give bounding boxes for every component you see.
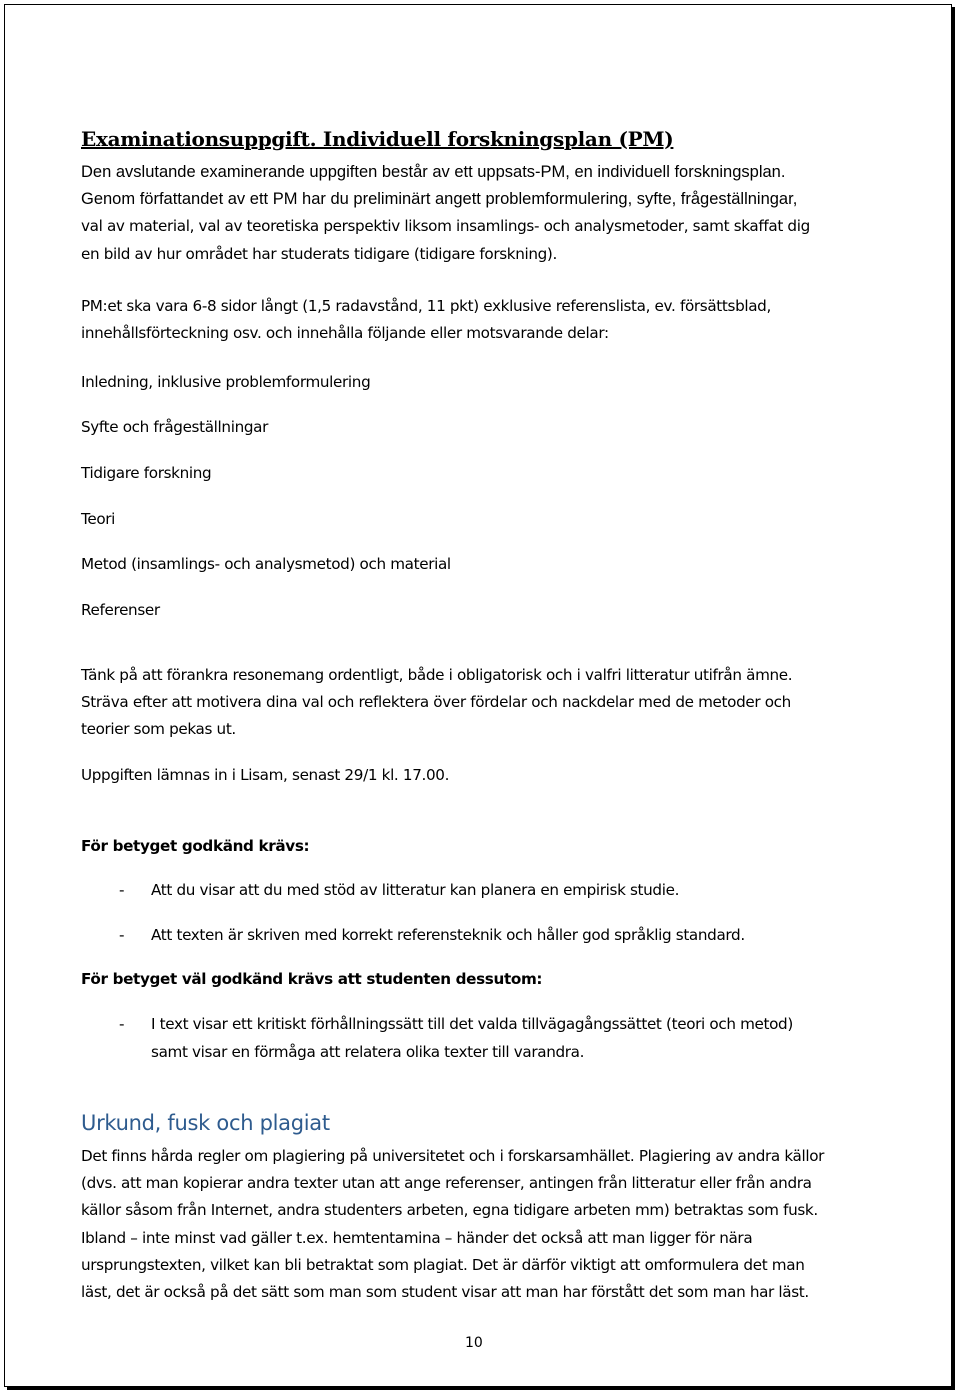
advice-line: Sträva efter att motivera dina val och reflektera över fördelar och nackdelar med de metoder och	[81, 693, 791, 711]
distinction-criterion-text: samt visar en förmåga att relatera olika texter till varandra.	[151, 1043, 585, 1061]
advice-line: teorier som pekas ut.	[81, 720, 236, 738]
advice-line: Tänk på att förankra resonemang ordentligt, både i obligatorisk och i valfri litteratur utifrån ämne.	[81, 666, 793, 684]
intro-line: en bild av hur området har studerats tidigare (tidigare forskning).	[81, 245, 557, 263]
plagiarism-line: källor såsom från Internet, andra studenters arbeten, egna tidigare arbeten mm) betraktas som fusk.	[81, 1201, 818, 1219]
plagiarism-line: Ibland – inte minst vad gäller t.ex. hemtentamina – händer det också att man ligger för nära	[81, 1229, 753, 1247]
pass-criterion-text: Att texten är skriven med korrekt referensteknik och håller god språklig standard.	[151, 926, 745, 944]
intro-line: Genom författandet av ett PM har du preliminärt angett problemformulering, syfte, frågeställningar,	[81, 190, 798, 208]
pm-requirements-line: innehållsförteckning osv. och innehålla följande eller motsvarande delar:	[81, 324, 609, 342]
pm-part-item: Referenser	[81, 601, 160, 619]
pm-requirements-line: PM:et ska vara 6-8 sidor långt (1,5 radavstånd, 11 pkt) exklusive referenslista, ev. försättsblad,	[81, 297, 771, 315]
plagiarism-line: ursprungstexten, vilket kan bli betraktat som plagiat. Det är därför viktigt att omformulera det man	[81, 1256, 805, 1274]
plagiarism-line: (dvs. att man kopierar andra texter utan att ange referenser, antingen från litteratur eller från andra	[81, 1174, 812, 1192]
page-number: 10	[465, 1335, 483, 1351]
pm-part-item: Metod (insamlings- och analysmetod) och material	[81, 555, 451, 573]
pm-part-item: Syfte och frågeställningar	[81, 418, 268, 436]
plagiarism-line: läst, det är också på det sätt som man som student visar att man har förstått det som man har läst.	[81, 1283, 809, 1301]
pass-criterion-text: Att du visar att du med stöd av litteratur kan planera en empirisk studie.	[151, 881, 680, 899]
deadline-text: Uppgiften lämnas in i Lisam, senast 29/1 kl. 17.00.	[81, 766, 450, 784]
dash-marker: -	[119, 1015, 125, 1033]
pm-part-item: Inledning, inklusive problemformulering	[81, 373, 371, 391]
distinction-grade-heading: För betyget väl godkänd krävs att studenten dessutom:	[81, 970, 543, 988]
plagiarism-line: Det finns hårda regler om plagiering på universitetet och i forskarsamhället. Plagiering av andra källor	[81, 1147, 825, 1165]
intro-line: Den avslutande examinerande uppgiften består av ett uppsats-PM, en individuell forskningsplan.	[81, 163, 786, 181]
pass-grade-heading: För betyget godkänd krävs:	[81, 837, 310, 855]
distinction-criterion-text: I text visar ett kritiskt förhållningssätt till det valda tillvägagångssättet (teori och metod)	[151, 1015, 793, 1033]
document-page	[4, 4, 952, 1387]
pm-part-item: Teori	[81, 510, 116, 528]
section-heading-plagiarism: Urkund, fusk och plagiat	[81, 1111, 330, 1135]
dash-marker: -	[119, 881, 125, 899]
section-heading-examination: Examinationsuppgift. Individuell forskningsplan (PM)	[81, 127, 674, 151]
pm-part-item: Tidigare forskning	[81, 464, 212, 482]
intro-line: val av material, val av teoretiska perspektiv liksom insamlings- och analysmetoder, samt skaffat dig	[81, 217, 810, 235]
dash-marker: -	[119, 926, 125, 944]
